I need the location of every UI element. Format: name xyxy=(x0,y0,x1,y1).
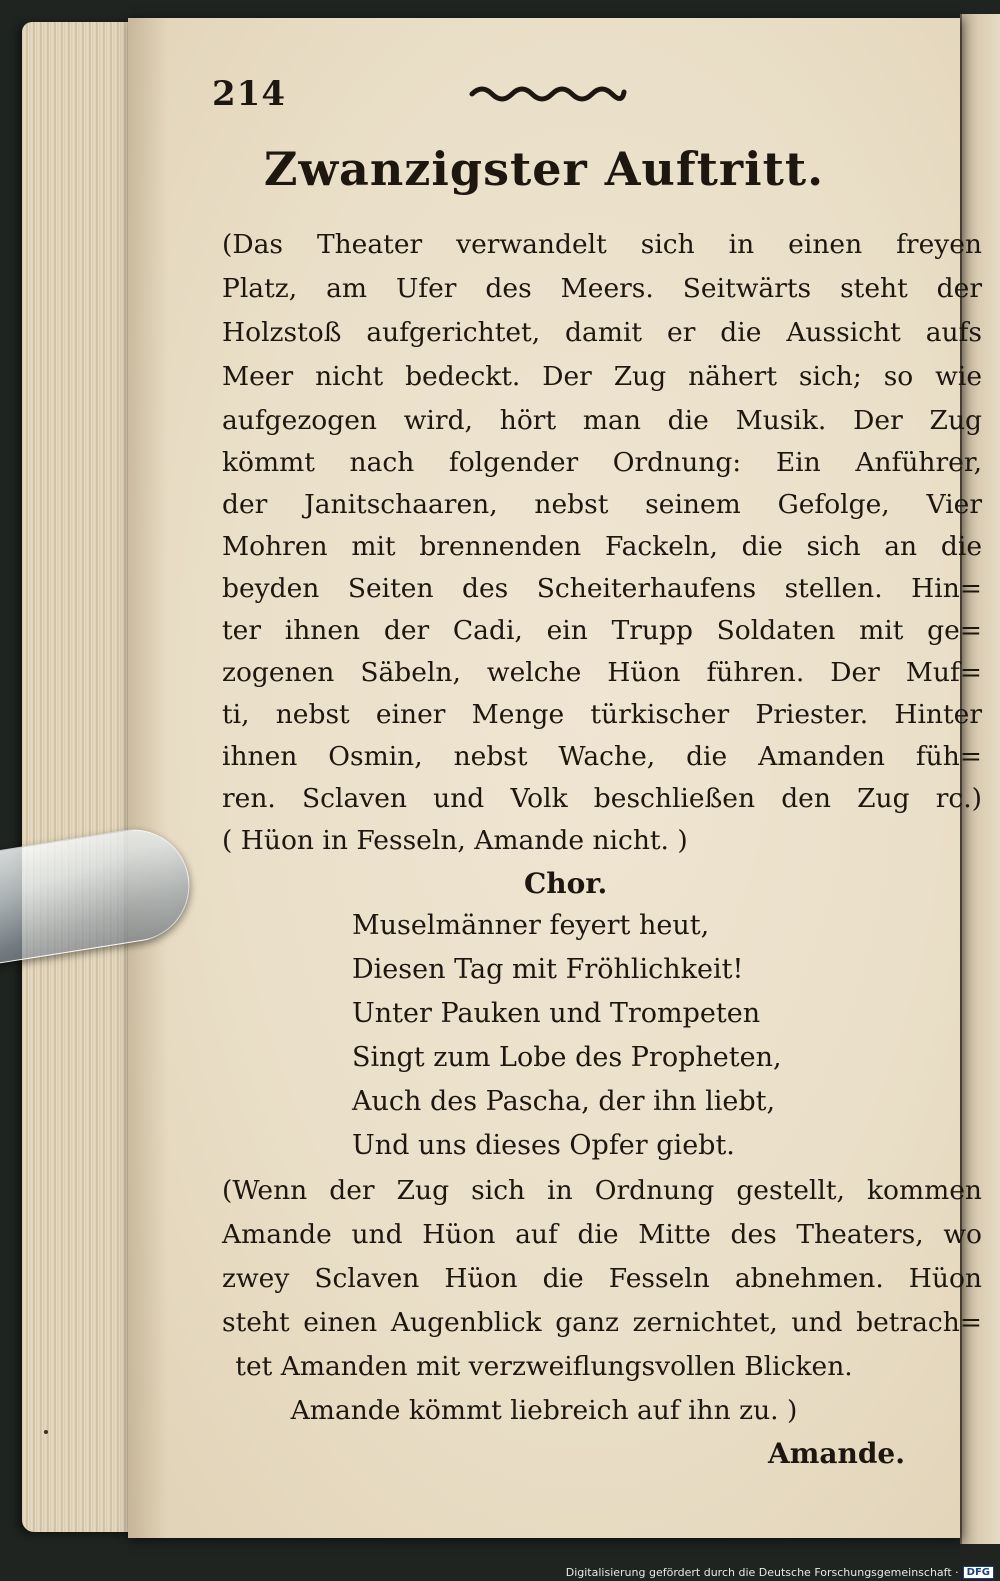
stage-direction-line: der Janitschaaren, nebst seinem Gefolge, Vier xyxy=(222,489,982,520)
verse-line: Unter Pauken und Trompeten xyxy=(352,998,761,1029)
dfg-logo: DFG xyxy=(963,1566,994,1579)
stage-direction-line: tet Amanden mit verzweiflungsvollen Blicken. xyxy=(235,1351,853,1382)
stage-direction-line: ti, nebst einer Menge türkischer Priester. Hinter xyxy=(222,699,982,730)
stage-direction-line: ihnen Osmin, nebst Wache, die Amanden füh= xyxy=(222,741,982,772)
stage-direction-line: zogenen Säbeln, welche Hüon führen. Der Muf= xyxy=(222,657,982,688)
aside-direction: ( Hüon in Fesseln, Amande nicht. ) xyxy=(222,825,688,856)
stage-direction-line: Amande und Hüon auf die Mitte des Theaters, wo xyxy=(222,1219,982,1250)
book-page xyxy=(128,18,982,1538)
ornament-rule xyxy=(468,78,628,106)
stage-direction-line: zwey Sclaven Hüon die Fesseln abnehmen. Hüon xyxy=(222,1263,982,1294)
scene-title: Zwanzigster Auftritt. xyxy=(263,142,825,196)
page-text xyxy=(128,18,982,1538)
stage-direction-line: (Das Theater verwandelt sich in einen freyen xyxy=(222,229,982,260)
verse-line: Muselmänner feyert heut, xyxy=(352,910,710,941)
stage-direction-line: Holzstoß aufgerichtet, damit er die Aussicht aufs xyxy=(222,317,982,348)
verse-line: Diesen Tag mit Fröhlichkeit! xyxy=(352,954,744,985)
verse-line: Und uns dieses Opfer giebt. xyxy=(352,1130,735,1161)
stage-direction-line: steht einen Augenblick ganz zernichtet, und betrach= xyxy=(222,1307,982,1338)
speaker-label: Chor. xyxy=(524,867,608,900)
stage-direction-line: ren. Sclaven und Volk beschließen den Zug rc.) xyxy=(222,783,982,814)
digitization-credit xyxy=(566,1566,994,1579)
credit-text: Digitalisierung gefördert durch die Deutsche Forschungsgemeinschaft · xyxy=(565,1566,959,1579)
stage-direction-line: kömmt nach folgender Ordnung: Ein Anführer, xyxy=(222,447,982,478)
stage-direction-line: beyden Seiten des Scheiterhaufens stellen. Hin= xyxy=(222,573,982,604)
stage-direction-line: (Wenn der Zug sich in Ordnung gestellt, kommen xyxy=(222,1175,982,1206)
verse-line: Singt zum Lobe des Propheten, xyxy=(352,1042,782,1073)
stage-direction-line: aufgezogen wird, hört man die Musik. Der Zug xyxy=(222,405,982,436)
stage-direction-line: ter ihnen der Cadi, ein Trupp Soldaten mit ge= xyxy=(222,615,982,646)
speaker-label: Amande. xyxy=(768,1437,905,1470)
stage-direction-line: Platz, am Ufer des Meers. Seitwärts steht der xyxy=(222,273,982,304)
book-page-edges xyxy=(22,22,142,1532)
page-number: 214 xyxy=(212,74,286,114)
stage-direction-line: Meer nicht bedeckt. Der Zug nähert sich; so wie xyxy=(222,361,982,392)
stage-direction-line: Amande kömmt liebreich auf ihn zu. ) xyxy=(290,1395,798,1426)
verse-line: Auch des Pascha, der ihn liebt, xyxy=(352,1086,776,1117)
ink-speck xyxy=(44,1430,48,1434)
stage-direction-line: Mohren mit brennenden Fackeln, die sich an die xyxy=(222,531,982,562)
